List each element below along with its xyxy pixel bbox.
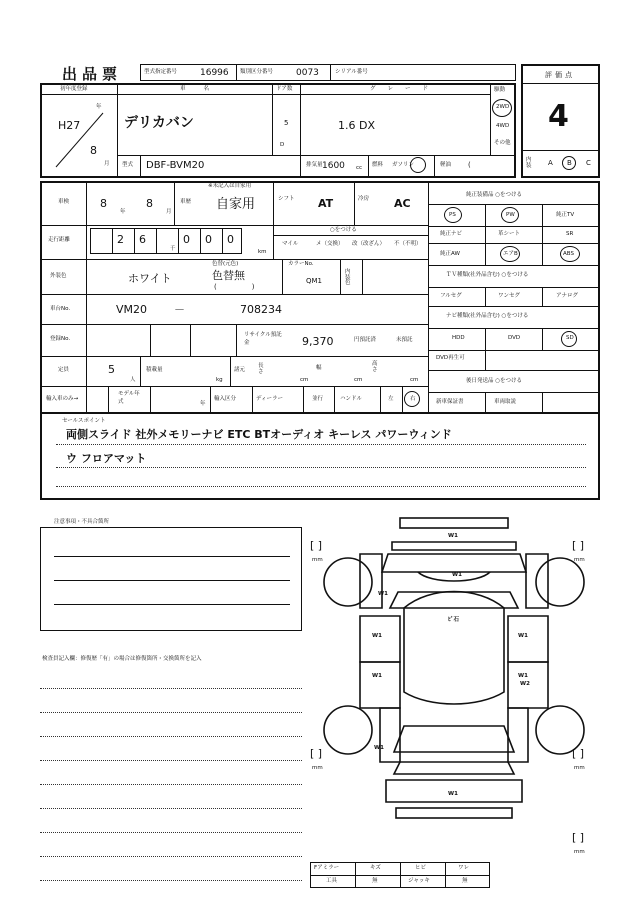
history-value: 自家用	[216, 197, 256, 212]
int-color-label: 内装色	[345, 269, 351, 286]
legend-value-4: 無	[462, 878, 468, 884]
caution-box	[40, 527, 302, 631]
mileage-replaced: メ（交換）	[316, 241, 344, 247]
color-change-paren: ( )	[214, 283, 255, 291]
damage-mark: W1	[448, 533, 458, 539]
ext-color-value: ホワイト	[128, 272, 172, 285]
recycle-paid: 円預託済	[354, 337, 377, 343]
nav-dvd: DVD	[508, 335, 521, 341]
interior-label: 内装	[526, 157, 532, 169]
capacity-value: 5	[108, 363, 115, 376]
legend-value-3: ジャッキ	[408, 878, 430, 884]
legend-value-2: 無	[372, 878, 378, 884]
doors-unit: D	[280, 142, 285, 148]
measure-unit: mm	[574, 765, 585, 771]
displacement-label: 排気量	[306, 162, 323, 168]
equip-sr: SR	[566, 231, 574, 237]
import-category-label: 輸入区分	[214, 396, 237, 402]
cooler-label: 冷房	[358, 196, 370, 202]
shift-value: AT	[318, 197, 334, 210]
handle-label: ハンドル	[340, 396, 363, 402]
interior-grade-a: A	[548, 159, 553, 167]
recycle-value: 9,370	[302, 335, 334, 348]
drive-label: 駆動	[494, 87, 506, 93]
mileage-altered: 改（改ざん）	[352, 241, 386, 247]
equip-aw: 純正AW	[440, 251, 460, 257]
registration-year-unit: 年	[96, 104, 102, 110]
legend-header-1: Fアミラー	[314, 865, 340, 871]
mileage-km: km	[258, 249, 267, 255]
measure-bracket: [ ]	[310, 539, 323, 552]
damage-mark: W1	[372, 673, 382, 679]
after-warranty: 新車保証書	[436, 399, 464, 405]
reg-no-label: 登録No.	[50, 336, 71, 342]
after-label: 後日発送品 ○をつける	[466, 378, 523, 384]
measure-bracket: [ ]	[572, 747, 585, 760]
interior-grade-c: C	[586, 159, 591, 167]
chassis-separator: －	[174, 303, 185, 316]
color-change-label: 色替(元色)	[212, 261, 239, 267]
score-label: 評価点	[545, 71, 575, 79]
displacement-unit: cc	[356, 165, 363, 171]
recycle-unpaid: 未預託	[396, 337, 413, 343]
legend-header-3: ヒビ	[415, 865, 427, 871]
measure-bracket: [ ]	[572, 539, 585, 552]
dims-label: 諸元	[234, 367, 246, 373]
equip-airbag: エアB	[503, 251, 518, 257]
doors-label: ドア数	[276, 86, 293, 92]
drive-circle	[492, 99, 512, 117]
tv-analog: アナログ	[556, 293, 579, 299]
serial-number-label: シリアル番号	[335, 69, 368, 75]
inspector-line	[40, 688, 302, 689]
mileage-thousand: 千	[170, 246, 176, 252]
car-name-label: 車名	[180, 86, 228, 92]
diesel-paren: (	[468, 161, 471, 169]
width-label: 幅	[316, 365, 322, 371]
color-no-label: カラーNo.	[288, 261, 314, 267]
handle-left: 左	[388, 396, 394, 402]
measure-unit: mm	[574, 849, 585, 855]
damage-mark: W1	[448, 791, 458, 797]
model-year-suffix: 年	[200, 401, 206, 407]
first-registration-label: 初年度登録	[60, 86, 88, 92]
mileage-digit-5: 0	[227, 233, 234, 246]
sales-line-1: 両側スライド 社外メモリーナビ ETC BTオーディオ キーレス パワーウィンド	[66, 428, 452, 441]
tv-oneseg: ワンセグ	[498, 293, 521, 299]
height-label: 高さ	[372, 361, 378, 373]
legend-header-2: キズ	[370, 865, 381, 871]
damage-mark: W2	[520, 681, 530, 687]
score-value: 4	[548, 99, 569, 134]
height-cm: cm	[410, 377, 419, 383]
registration-era: H27	[58, 119, 81, 132]
import-parallel: 並行	[312, 396, 324, 402]
handle-right: 右	[410, 396, 416, 402]
damage-mark: W1	[374, 745, 384, 751]
measure-unit: mm	[574, 557, 585, 563]
handle-circle	[404, 391, 420, 407]
damage-mark: W1	[452, 572, 462, 578]
measure-unit: mm	[312, 765, 323, 771]
mileage-digit-1: 2	[117, 233, 124, 246]
page-title: 出品票	[62, 65, 123, 83]
measure-bracket: [ ]	[310, 747, 323, 760]
damage-mark: W1	[378, 591, 388, 597]
tv-label: ＴＶ種類(社外品含む) ○をつける	[446, 272, 529, 278]
inspector-line	[40, 832, 302, 833]
inspector-line	[40, 760, 302, 761]
legend-value-1: 工具	[326, 878, 338, 884]
inspection-label: 車検	[58, 199, 70, 205]
registration-month: 8	[90, 144, 97, 157]
interior-grade-b: B	[567, 159, 572, 167]
history-label: 車歴	[180, 199, 192, 205]
capacity-unit: 人	[130, 377, 136, 383]
inspector-line	[40, 784, 302, 785]
load-label: 積載量	[146, 367, 163, 373]
chassis-number: 708234	[240, 303, 282, 316]
type-designation-value: 16996	[200, 68, 229, 78]
category-number-value: 0073	[296, 68, 319, 78]
fuel-label: 燃料	[372, 162, 384, 168]
inspector-line	[40, 736, 302, 737]
doors-value: 5	[284, 119, 289, 127]
nav-label: ナビ種類(社外品含む) ○をつける	[446, 313, 529, 319]
nav-sd: SD	[566, 335, 574, 341]
drive-2wd: 2WD	[496, 104, 510, 110]
mileage-label: 走行距離	[48, 237, 71, 243]
inspector-label: 検査員記入欄：修復歴「有」の場合は修復箇所・交換箇所を記入	[42, 656, 202, 662]
mileage-note: ○をつける	[330, 227, 357, 233]
caution-label: 注意事項・不具合箇所	[54, 519, 110, 525]
interior-grade-circle	[562, 156, 576, 170]
capacity-label: 定員	[58, 367, 70, 373]
import-label: 輸入車のみ→	[46, 396, 79, 402]
ext-color-label: 外装色	[50, 273, 67, 279]
nav-hdd: HDD	[452, 335, 465, 341]
equip-abs-circle	[560, 246, 580, 262]
cooler-value: AC	[394, 197, 411, 210]
equip-abs: ABS	[563, 251, 574, 257]
chassis-prefix: VM20	[116, 303, 148, 316]
grade-label: グレード	[370, 86, 441, 92]
length-cm: cm	[300, 377, 309, 383]
mileage-digit-3: 0	[183, 233, 190, 246]
use-note: ※未記入は自家用	[208, 183, 252, 189]
equip-ps-circle	[444, 207, 462, 223]
length-label: 長さ	[258, 363, 264, 375]
fuel-value: ガソリン	[392, 162, 415, 168]
inspection-year-unit: 年	[120, 209, 126, 215]
grade-value: 1.6 DX	[338, 119, 375, 132]
equip-airbag-circle	[500, 246, 520, 262]
mileage-unknown: 不（不明）	[394, 241, 422, 247]
mileage-mile: マイル	[282, 241, 299, 247]
inspection-month-unit: 月	[166, 209, 172, 215]
sales-label: セールスポイント	[62, 418, 106, 424]
damage-mark: W1	[518, 633, 528, 639]
model-year-label: モデル年式	[118, 391, 140, 405]
equip-tv: 純正TV	[556, 212, 575, 218]
equip-ps: PS	[449, 212, 456, 218]
model-label: 型式	[122, 162, 134, 168]
fuel-circle	[410, 157, 426, 173]
type-designation-label: 型式指定番号	[144, 69, 178, 75]
equip-nav: 純正ナビ	[440, 231, 463, 237]
mileage-digit-2: 6	[139, 233, 146, 246]
equip-pw-circle	[501, 207, 519, 223]
nav-sd-circle	[561, 331, 577, 347]
sales-line-2: ウ フロアマット	[66, 452, 147, 465]
tv-fullseg: フルセグ	[440, 293, 462, 299]
color-no-value: QM1	[306, 277, 323, 285]
inspection-year: 8	[100, 197, 107, 210]
diesel-label: 軽油	[440, 162, 452, 168]
model-value: DBF-BVM20	[146, 160, 205, 171]
displacement-value: 1600	[322, 161, 345, 171]
inspector-line	[40, 880, 302, 881]
registration-slash	[48, 105, 110, 175]
registration-month-unit: 月	[104, 161, 110, 167]
header-id-box	[140, 64, 516, 81]
color-change-value: 色替無	[212, 269, 245, 282]
inspector-line	[40, 712, 302, 713]
inspector-line	[40, 856, 302, 857]
drive-4wd: 4WD	[496, 123, 510, 129]
import-dealer: ディーラー	[256, 396, 284, 402]
after-manual: 車両取説	[494, 399, 517, 405]
recycle-label: リサイクル預託金	[244, 332, 282, 346]
dvd-playback: DVD再生可	[436, 355, 465, 361]
car-name: デリカバン	[124, 115, 194, 131]
drive-other: その他	[494, 140, 511, 146]
inspector-line	[40, 808, 302, 809]
equip-leather: 革シート	[498, 231, 521, 237]
equip-pw: PW	[506, 212, 515, 218]
damage-mark: W1	[518, 673, 528, 679]
inspection-month: 8	[146, 197, 153, 210]
width-cm: cm	[354, 377, 363, 383]
genuine-label: 純正装備品 ○をつける	[466, 192, 523, 198]
legend-header-4: ワレ	[458, 865, 470, 871]
measure-unit: mm	[312, 557, 323, 563]
category-number-label: 類別区分番号	[240, 69, 274, 75]
glass-mark: ﾋﾟ石	[448, 617, 460, 623]
chassis-label: 車台No.	[50, 306, 71, 312]
mileage-digit-4: 0	[205, 233, 212, 246]
shift-label: シフト	[278, 196, 295, 202]
load-unit: kg	[216, 377, 223, 383]
measure-bracket: [ ]	[572, 831, 585, 844]
damage-mark: W1	[372, 633, 382, 639]
